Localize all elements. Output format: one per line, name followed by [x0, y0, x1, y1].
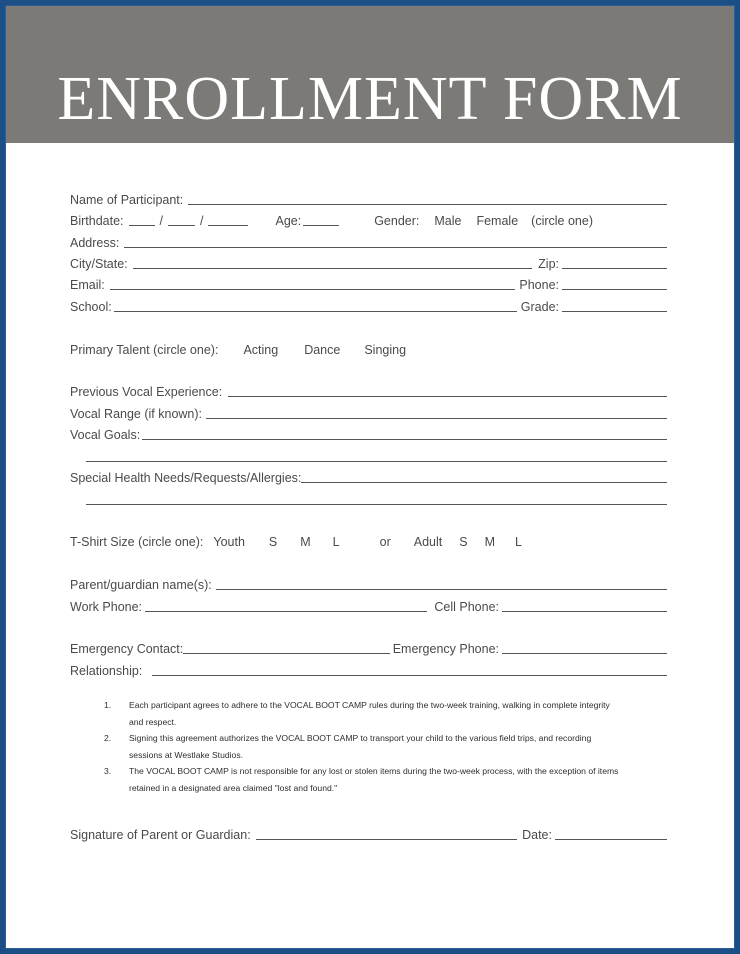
- health-line-2: [86, 488, 667, 508]
- tshirt-youth-s[interactable]: S: [268, 535, 278, 549]
- birth-day-field[interactable]: [168, 225, 195, 226]
- city-field[interactable]: [133, 268, 532, 269]
- form-page: [5, 5, 735, 949]
- vocal-goals-field-continued[interactable]: [86, 461, 667, 462]
- email-row: [70, 273, 667, 293]
- cell-phone-field[interactable]: [502, 611, 667, 612]
- rule-number: 1.: [104, 700, 112, 710]
- relationship-label: Relationship:: [70, 664, 143, 678]
- parent-row: [70, 573, 667, 593]
- vocal-goals-label: Vocal Goals:: [70, 428, 141, 442]
- form-title: ENROLLMENT FORM: [57, 65, 683, 133]
- rule-item: [104, 763, 624, 796]
- parent-field[interactable]: [216, 589, 667, 590]
- vocal-experience-row: [70, 380, 667, 400]
- talent-option-singing[interactable]: Singing: [364, 343, 407, 357]
- vocal-range-label: Vocal Range (if known):: [70, 407, 203, 421]
- phone-label: Phone:: [519, 278, 559, 292]
- school-label: School:: [70, 300, 112, 314]
- tshirt-label: T-Shirt Size (circle one):: [70, 535, 204, 549]
- gender-option-male[interactable]: Male: [434, 214, 462, 228]
- address-label: Address:: [70, 236, 120, 250]
- signature-label: Signature of Parent or Guardian:: [70, 828, 251, 842]
- date-field[interactable]: [555, 839, 667, 840]
- work-phone-field[interactable]: [145, 611, 427, 612]
- rule-number: 2.: [104, 733, 112, 743]
- name-row: [70, 188, 667, 208]
- phones-row: [70, 595, 667, 615]
- gender-label: Gender:: [374, 214, 420, 228]
- rule-item: [104, 697, 624, 730]
- relationship-field[interactable]: [152, 675, 667, 676]
- work-phone-label: Work Phone:: [70, 600, 143, 614]
- tshirt-or-label: or: [379, 535, 391, 549]
- school-field[interactable]: [114, 311, 517, 312]
- vocal-experience-field[interactable]: [228, 396, 667, 397]
- cell-phone-label: Cell Phone:: [434, 600, 499, 614]
- birthdate-row: [70, 209, 667, 229]
- health-field[interactable]: [301, 482, 667, 483]
- health-field-continued[interactable]: [86, 504, 667, 505]
- talent-label: Primary Talent (circle one):: [70, 343, 219, 357]
- rule-number: 3.: [104, 766, 112, 776]
- tshirt-row: [70, 530, 667, 550]
- email-label: Email:: [70, 278, 105, 292]
- date-slash: /: [200, 214, 204, 228]
- grade-label: Grade:: [520, 300, 559, 314]
- tshirt-adult-m[interactable]: M: [484, 535, 496, 549]
- emergency-contact-field[interactable]: [183, 653, 389, 654]
- emergency-phone-label: Emergency Phone:: [392, 642, 499, 656]
- birth-year-field[interactable]: [208, 225, 248, 226]
- rule-item: [104, 730, 624, 763]
- vocal-range-field[interactable]: [206, 418, 667, 419]
- email-field[interactable]: [110, 289, 516, 290]
- vocal-experience-label: Previous Vocal Experience:: [70, 385, 223, 399]
- city-row: [70, 252, 667, 272]
- birth-month-field[interactable]: [129, 225, 155, 226]
- vocal-goals-row: [70, 423, 667, 443]
- gender-option-female[interactable]: Female: [476, 214, 519, 228]
- date-slash: /: [159, 214, 163, 228]
- health-label: Special Health Needs/Requests/Allergies:: [70, 471, 302, 485]
- emergency-phone-field[interactable]: [502, 653, 667, 654]
- grade-field[interactable]: [562, 311, 667, 312]
- vocal-goals-field[interactable]: [142, 439, 667, 440]
- tshirt-youth-l[interactable]: L: [332, 535, 340, 549]
- talent-option-dance[interactable]: Dance: [304, 343, 341, 357]
- emergency-row: [70, 637, 667, 657]
- parent-label: Parent/guardian name(s):: [70, 578, 212, 592]
- tshirt-adult-label: Adult: [413, 535, 443, 549]
- phone-field[interactable]: [562, 289, 667, 290]
- gender-circle-hint: (circle one): [531, 214, 593, 228]
- address-row: [70, 231, 667, 251]
- tshirt-adult-l[interactable]: L: [515, 535, 522, 549]
- age-field[interactable]: [303, 225, 339, 226]
- emergency-contact-label: Emergency Contact:: [70, 642, 184, 656]
- health-row: [70, 466, 667, 486]
- rule-text: Signing this agreement authorizes the VOCAL BOOT CAMP to transport your child to the various field trips, and recording sessions at Westlake Studios.: [129, 733, 592, 760]
- tshirt-youth-label: Youth: [213, 535, 245, 549]
- tshirt-adult-s[interactable]: S: [459, 535, 468, 549]
- address-field[interactable]: [124, 247, 667, 248]
- signature-row: [70, 823, 667, 843]
- birthdate-label: Birthdate:: [70, 214, 124, 228]
- title-banner: [6, 6, 734, 143]
- age-label: Age:: [275, 214, 302, 228]
- zip-label: Zip:: [538, 257, 559, 271]
- city-label: City/State:: [70, 257, 128, 271]
- rule-text: Each participant agrees to adhere to the VOCAL BOOT CAMP rules during the two-week training, walking in complete integrity and respect.: [129, 700, 610, 727]
- zip-field[interactable]: [562, 268, 667, 269]
- vocal-goals-line-2: [86, 445, 667, 465]
- vocal-range-row: [70, 402, 667, 422]
- talent-row: [70, 338, 667, 358]
- rules-list: [104, 697, 624, 796]
- name-label: Name of Participant:: [70, 193, 184, 207]
- signature-field[interactable]: [256, 839, 517, 840]
- rule-text: The VOCAL BOOT CAMP is not responsible for any lost or stolen items during the two-week process, with the exception of items retained in a designated area claimed "lost and found.": [129, 766, 619, 793]
- tshirt-youth-m[interactable]: M: [300, 535, 311, 549]
- date-label: Date:: [522, 828, 552, 842]
- name-field[interactable]: [188, 204, 667, 205]
- talent-option-acting[interactable]: Acting: [243, 343, 279, 357]
- relationship-row: [70, 659, 667, 679]
- school-row: [70, 295, 667, 315]
